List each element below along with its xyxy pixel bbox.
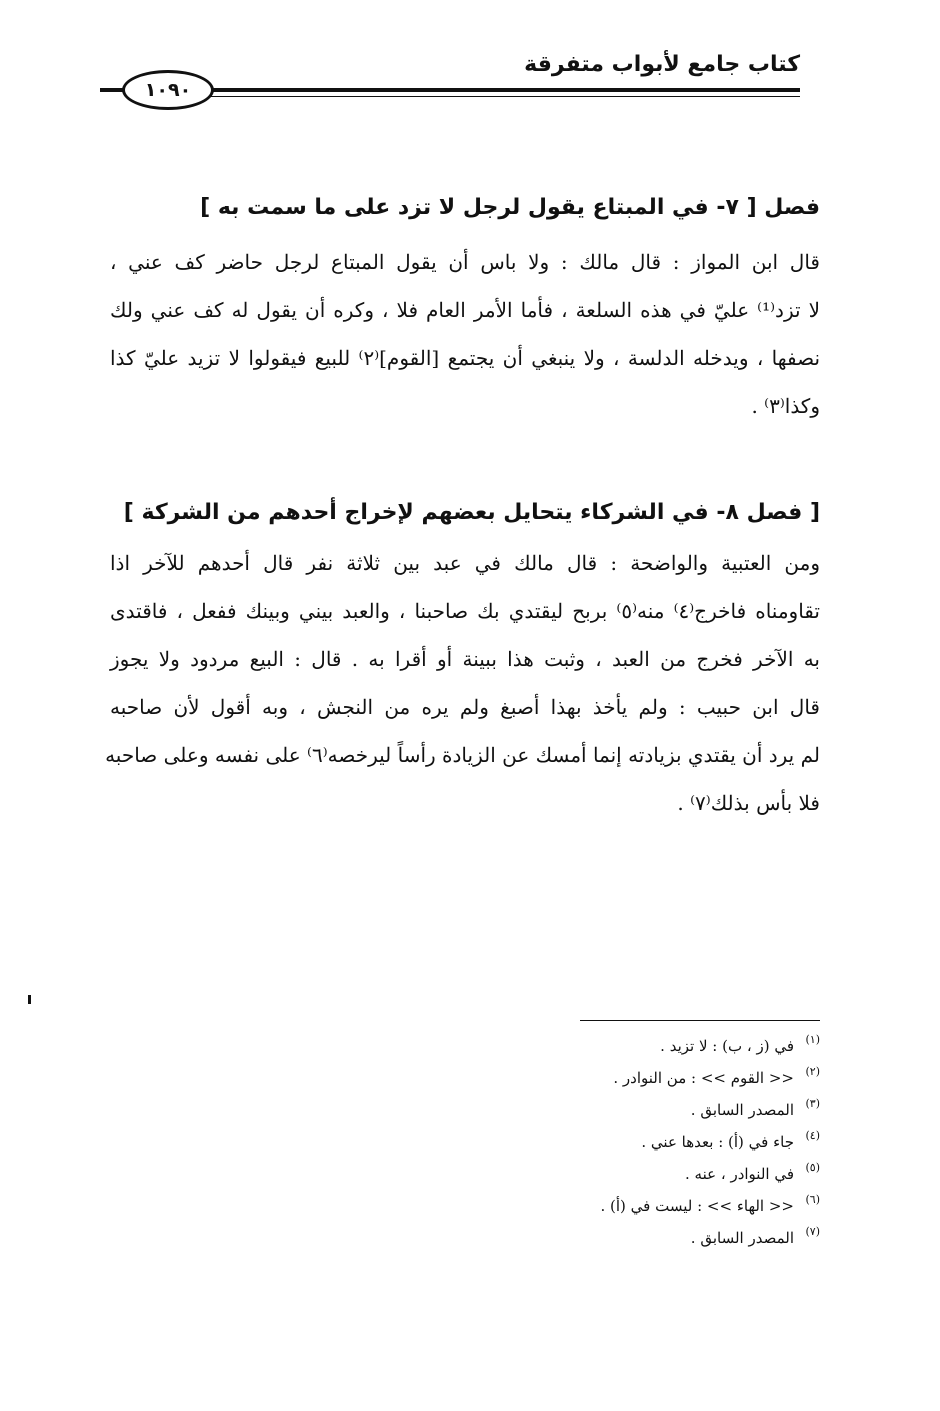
footnote-number: (٢) <box>805 1065 820 1078</box>
footnote <box>490 1094 820 1126</box>
footnote-text: << الهاء >> : ليست في (أ) . <box>600 1197 794 1215</box>
header-rule-thin <box>200 96 800 97</box>
text-line: به الآخر فخرج من العبد ، وثبت هذا ببينة أو أقرا به . قال : البيع مردود ولا يجوز <box>110 647 820 671</box>
footnote <box>490 1062 820 1094</box>
section-8-paragraph <box>105 539 820 827</box>
footnote-number: (٧) <box>805 1225 820 1238</box>
page-number: ١٠٩٠ <box>122 70 214 110</box>
footnotes <box>490 1030 820 1254</box>
text-line: تقاومناه فاخرج⁽٤⁾ منه⁽٥⁾ بربح ليقتدي بك صاحبنا ، والعبد بيني وبينك ففعل ، فاقتدى <box>110 599 820 623</box>
footnote-text: في النوادر ، عنه . <box>685 1165 794 1183</box>
footnote-text: << القوم >> : من النوادر . <box>613 1069 794 1087</box>
footnote-number: (٥) <box>805 1161 820 1174</box>
footnote-text: المصدر السابق . <box>690 1101 794 1119</box>
footnote-text: المصدر السابق . <box>690 1229 794 1247</box>
page-header <box>100 40 800 130</box>
text-line: فلا بأس بذلك⁽٧⁾ . <box>677 791 820 815</box>
margin-mark <box>28 995 31 1004</box>
section-8-heading: [ فصل ٨- في الشركاء يتحايل بعضهم لإخراج أحدهم من الشركة ] <box>123 500 820 525</box>
footnote <box>490 1190 820 1222</box>
text-line: وكذا⁽٣⁾ . <box>751 394 820 418</box>
footnote-number: (٤) <box>805 1129 820 1142</box>
section-7-paragraph <box>110 238 820 430</box>
running-title: كتاب جامع لأبواب متفرقة <box>524 52 800 77</box>
footnote <box>490 1126 820 1158</box>
footnote-rule <box>580 1020 820 1021</box>
section-8 <box>105 500 820 827</box>
header-rule-thick <box>200 88 800 92</box>
footnote-number: (٣) <box>805 1097 820 1110</box>
footnote <box>490 1158 820 1190</box>
text-line: ومن العتبية والواضحة : قال مالك في عبد بين ثلاثة نفر قال أحدهم للآخر اذا <box>110 551 820 575</box>
footnote-text: جاء في (أ) : بعدها عني . <box>641 1133 794 1151</box>
footnote-number: (١) <box>805 1033 820 1046</box>
text-line: لا تزد⁽¹⁾ عليّ في هذه السلعة ، فأما الأمر العام فلا ، وكره أن يقول له كف عني ولك <box>110 298 821 322</box>
text-line: قال ابن المواز : قال مالك : ولا باس أن يقول المبتاع لرجل حاضر كف عني ، <box>110 250 820 274</box>
footnote-text: في (ز ، ب) : لا تزيد . <box>660 1037 794 1055</box>
footnote <box>490 1222 820 1254</box>
footnote-number: (٦) <box>805 1193 820 1206</box>
text-line: لم يرد أن يقتدي بزيادته إنما أمسك عن الزيادة رأساً ليرخصه⁽٦⁾ على نفسه وعلى صاحبه <box>105 743 820 767</box>
footnote <box>490 1030 820 1062</box>
text-line: نصفها ، ويدخله الدلسة ، ولا ينبغي أن يجتمع [القوم]⁽٢⁾ للبيع فيقولوا لا تزيد عليّ كذا <box>110 346 821 370</box>
section-7 <box>110 195 820 430</box>
text-line: قال ابن حبيب : ولم يأخذ بهذا أصبغ ولم يره من النجش ، وبه أقول لأن صاحبه <box>110 695 820 719</box>
section-7-heading: فصل [ ٧- في المبتاع يقول لرجل لا تزد على ما سمت به ] <box>200 195 820 220</box>
